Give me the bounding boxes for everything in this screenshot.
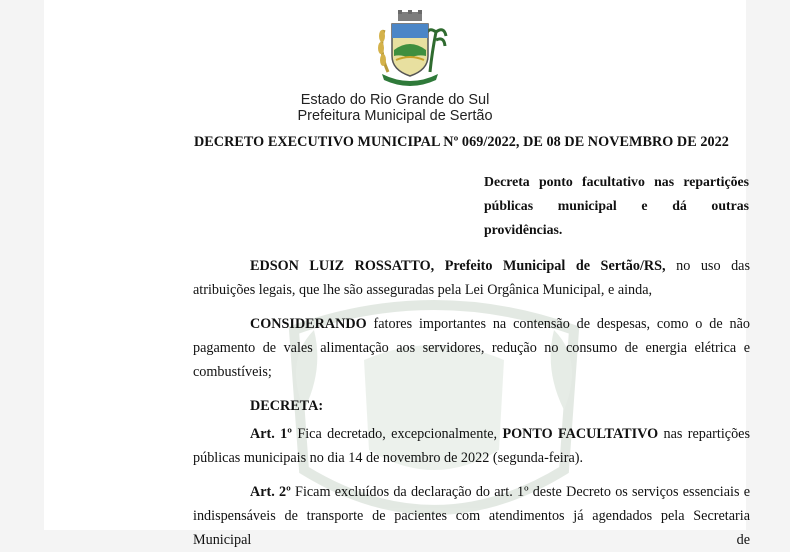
summary-line-3: providências.	[484, 222, 563, 237]
prefecture-heading: Prefeitura Municipal de Sertão	[297, 108, 493, 124]
summary-line-2: públicas municipal e dá outras	[484, 198, 749, 213]
decree-summary	[484, 170, 749, 242]
document-page	[44, 0, 751, 548]
considerando-label: CONSIDERANDO	[250, 316, 367, 332]
article-1: Art. 1º Fica decretado, excepcionalmente, PONTO FACULTATIVO nas repartições públicas municipais no dia 14 de novembro de 2022 (segunda-feira).	[193, 422, 750, 470]
state-heading: Estado do Rio Grande do Sul	[300, 92, 490, 108]
considerando-paragraph	[193, 312, 750, 384]
preamble-paragraph	[193, 254, 750, 302]
decreta-heading: DECRETA:	[250, 398, 324, 414]
decree-title: DECRETO EXECUTIVO MUNICIPAL Nº 069/2022, DE 08 DE NOVEMBRO DE 2022	[194, 134, 729, 150]
mayor-name: EDSON LUIZ ROSSATTO, Prefeito Municipal de Sertão/RS,	[250, 258, 666, 274]
article-2-text-2: indispensáveis de transporte de pacientes com atendimentos já agendados pela Secretaria Municipal de	[193, 508, 750, 548]
considerando-text-3: combustíveis;	[193, 364, 272, 380]
summary-line-1: Decreta ponto facultativo nas repartições	[484, 174, 749, 189]
preamble-text-2: atribuições legais, que lhe são asseguradas pela Lei Orgânica Municipal, e ainda,	[193, 282, 653, 298]
article-1-text-3: públicas municipais no dia 14 de novembro de 2022 (segunda-feira).	[193, 450, 584, 466]
article-1-label: Art. 1º	[250, 426, 292, 442]
ponto-facultativo: PONTO FACULTATIVO	[502, 426, 659, 442]
coat-of-arms-icon	[374, 10, 446, 88]
considerando-text-2: pagamento de vales alimentação aos servidores, redução no consumo de energia elétrica e	[193, 340, 750, 356]
considerando-text-1: fatores importantes na contensão de despesas, como o de não	[366, 316, 750, 332]
preamble-text-1: no uso das	[665, 258, 750, 274]
article-2-label: Art. 2º	[250, 484, 291, 500]
article-2: Art. 2º Ficam excluídos da declaração do art. 1º deste Decreto os serviços essenciais e indispensáveis de transporte de pacientes com atendimentos já agendados pela Secretaria Municipal de	[193, 480, 750, 552]
